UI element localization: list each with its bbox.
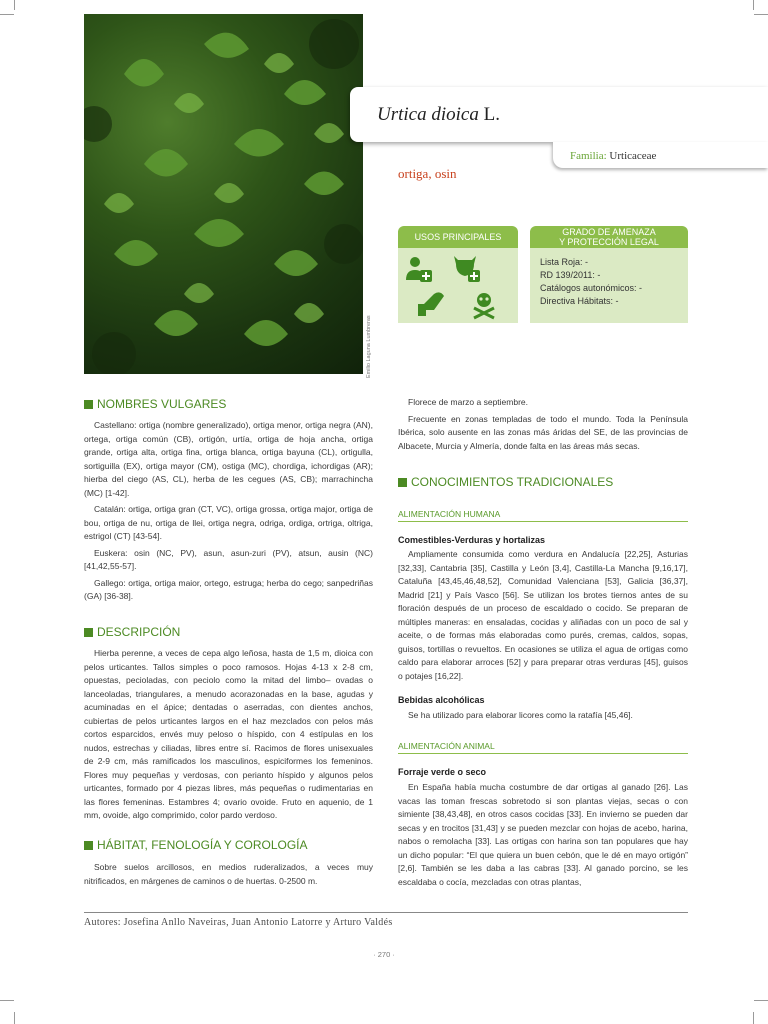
section-title: CONOCIMIENTOS TRADICIONALES <box>411 475 614 489</box>
family-value: Urticaceae <box>609 150 657 162</box>
common-names: ortiga, osin <box>398 166 457 181</box>
threat-item: Lista Roja: - <box>540 257 589 267</box>
section-title: DESCRIPCIÓN <box>97 625 181 639</box>
section-square-icon <box>84 400 93 409</box>
crop-mark <box>0 1000 14 1001</box>
uses-panel-header <box>398 226 518 248</box>
plant-photo <box>84 14 363 374</box>
section-square-icon <box>398 478 407 487</box>
crop-mark <box>753 1012 754 1024</box>
food-hand-icon <box>418 292 444 316</box>
skull-crossbones-icon <box>474 293 494 318</box>
subsection-divider <box>398 753 688 754</box>
verduras-paragraph: Ampliamente consumida como verdura en Andalucía [22,25], Asturias [32,33], Cantabria [35], Castilla y León [3,4], Castilla-La Mancha [9,16,17], Cataluña [43,45,46,48,52], Comunidad Valenciana [53], Galicia [36,37], Madrid [21] y País Vasco [56]. Se utilizan los brotes tiernos antes de su floración después de un proceso de escaldado o cocido. Se preparan de múltiples maneras: en ensaladas, cocidas y aliñadas con un poco de sal y aceite, o de formas más elaboradas como purés, cremas, caldos, sopas, guisos, tortillas o revueltos. En ocasiones se utiliza el agua de ortigas como caldo para elaborar arroces [52] y para preparar otras verduras [45], guisos o potajes [16,22]. <box>398 549 688 681</box>
photo-credit: Emilio Laguna Lumbreras <box>366 315 372 378</box>
section-heading-habitat <box>84 838 308 852</box>
subheading-verduras: Comestibles-Verduras y hortalizas <box>398 535 546 545</box>
section-title: NOMBRES VULGARES <box>97 397 227 411</box>
crop-mark <box>0 14 14 15</box>
family-label <box>570 150 656 162</box>
section-heading-conocimientos <box>398 475 613 489</box>
crop-mark <box>14 1012 15 1024</box>
subheading-forraje: Forraje verde o seco <box>398 767 487 777</box>
subheading-bebidas: Bebidas alcohólicas <box>398 695 485 705</box>
phenology-text <box>398 396 688 456</box>
name-paragraph: Gallego: ortiga, ortiga maior, ortego, estruga; herba do cego; sanpedriñas (GA) [36-38]. <box>84 577 373 601</box>
crop-mark <box>14 0 15 10</box>
threat-title-line1: GRADO DE AMENAZA <box>562 227 656 237</box>
footer-divider <box>84 912 688 913</box>
page-number: · 270 · <box>373 950 395 959</box>
cow-medicine-icon <box>454 256 480 282</box>
threat-item: Directiva Hábitats: - <box>540 296 619 306</box>
verduras-text <box>398 548 688 686</box>
section-square-icon <box>84 841 93 850</box>
nombres-text <box>84 419 373 607</box>
bebidas-paragraph: Se ha utilizado para elaborar licores como la ratafía [45,46]. <box>408 710 633 720</box>
subsection-alimentacion-humana: ALIMENTACIÓN HUMANA <box>398 509 501 519</box>
authors: Autores: Josefina Anllo Naveiras, Juan Antonio Latorre y Arturo Valdés <box>84 917 393 928</box>
species-author: L. <box>483 104 500 125</box>
name-paragraph: Castellano: ortiga (nombre generalizado), ortiga menor, ortiga negra (AN), ortega, ortiga común (CB), ortigón, urtía, ortiga de hoja ancha, ortiga grande, ortiga alta, ortiga fina, ortiga blanca, ortiga bayuna (CL), ortigulla, sortiguilla (EX), ortiga mayor (CM), ostiga (MC), chordiga, ichordigas (AR); hierba del ciego (AS, CL), herba de les cegues (AS, CB); marrachincha (MC) [1-42]. <box>84 420 373 498</box>
threat-title-line2: Y PROTECCIÓN LEGAL <box>559 237 659 247</box>
threat-item: Catálogos autonómicos: - <box>540 283 643 293</box>
species-name: Urtica dioica <box>377 104 479 125</box>
section-title: HÁBITAT, FENOLOGÍA Y COROLOGÍA <box>97 838 308 852</box>
crop-mark <box>754 14 768 15</box>
name-paragraph: Catalán: ortiga, ortiga gran (CT, VC), ortiga grossa, ortiga major, ortiga de bou, ortiga de nu, ortiga de llei, ortiga negra, odriga, ordiga, ortriga, oltriga, estrigol (CT) [43-54]. <box>84 504 373 541</box>
section-heading-nombres <box>84 397 226 411</box>
forraje-text <box>398 781 688 892</box>
section-square-icon <box>84 628 93 637</box>
species-title <box>377 104 500 126</box>
person-medicine-icon <box>406 257 432 282</box>
habitat-paragraph: Sobre suelos arcillosos, en medios ruderalizados, a veces muy nitrificados, en márgenes de caminos o de huertas. 0-2500 m. <box>84 862 373 886</box>
flowering-paragraph: Florece de marzo a septiembre. <box>408 397 528 407</box>
description-text <box>84 647 373 826</box>
section-heading-descripcion <box>84 625 180 639</box>
description-paragraph: Hierba perenne, a veces de cepa algo leñosa, hasta de 1,5 m, dioica con pelos urticantes. Tallos simples o poco ramosos. Hojas 4-13 x 2-8 cm, opuestas, pecioladas, con peciolo como la mitad del limbo– ovadas o lanceoladas, triangulares, a menudo acorazonadas en la base, agudas y acuminadas en el ápice; dentadas o aserradas, con dientes anchos, cubiertas de pelos urticantes largos en el haz mezclados con pelos más cortos esparcidos, envés muy peloso o híspido, con 4 estípulas en los nudos, estrechas y ciliadas, libres entre sí. Racimos de flores unisexuales de 2-9 cm, más ramificados los masculinos, espiciformes los femeninos. Flores muy pequeñas y verdosas, con perianto híspido y algunos pelos urticantes, formado por 4 piezas libres, más pequeñas o rudimentarias en las flores femeninas. Estambres 4; ovario ovoide. Fruto en aquenio, de 1 mm, ovoide, algo comprimido, color pardo verdoso. <box>84 648 373 820</box>
crop-mark <box>753 0 754 10</box>
distribution-paragraph: Frecuente en zonas templadas de todo el mundo. Toda la Península Ibérica, solo ausente en las zonas más áridas del SE, de las provincias de Albacete, Murcia y Almería, donde falta en las áreas más secas. <box>398 413 688 451</box>
uses-icons-panel <box>398 248 518 323</box>
threat-panel-header <box>530 226 688 248</box>
bebidas-text <box>398 709 688 726</box>
threat-item: RD 139/2011: - <box>540 270 601 280</box>
crop-mark <box>754 1000 768 1001</box>
family-label-text: Familia: <box>570 150 607 162</box>
forraje-paragraph: En España había mucha costumbre de dar ortigas al ganado [26]. Las vacas las toman frescas sobretodo si son plantas viejas, secas o con simiente [38,43,48], en otros casos cocidas [33]. En invierno se pueden dar secas y en trocitos [31,43] y se pueden mezclar con hojas de acebo, harina, nabos o remolacha [33]. Las ortigas con harina son tan populares que hay un dicho popular: “El que quiera un buen cebón, que le dé en mayo ortigón” [2,6]. También se les daba a las cabras [33]. Al ganado porcino, se les escaldaba o cocía, mezcladas con otras plantas, <box>398 782 688 887</box>
subsection-divider <box>398 521 688 522</box>
subsection-alimentacion-animal: ALIMENTACIÓN ANIMAL <box>398 741 495 751</box>
uses-panel-title: USOS PRINCIPALES <box>414 232 502 242</box>
habitat-text <box>84 861 373 891</box>
name-paragraph: Euskera: osin (NC, PV), asun, asun-zuri (PV), atsun, ausin (NC) [41,42,55-57]. <box>84 547 373 571</box>
threat-panel <box>530 248 688 323</box>
